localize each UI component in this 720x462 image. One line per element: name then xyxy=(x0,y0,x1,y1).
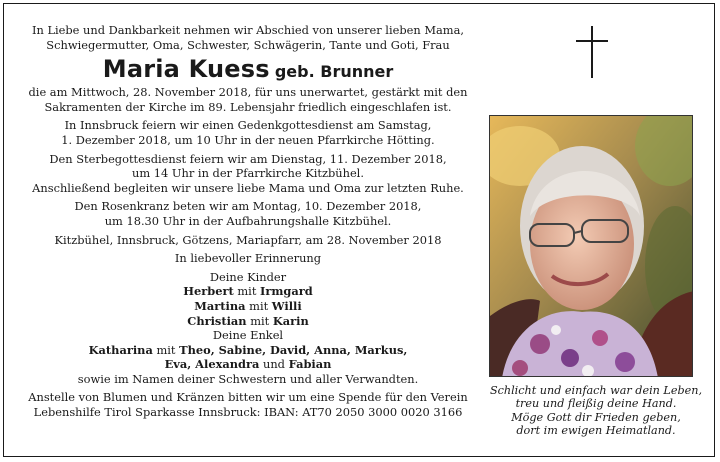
portrait-illustration xyxy=(490,116,693,377)
poem-line: Schlicht und einfach war dein Leben, xyxy=(489,384,703,397)
deceased-name-line xyxy=(10,54,486,85)
donation-line: Lebenshilfe Tirol Sparkasse Innsbruck: IBAN: AT70 2050 3000 0020 3166 xyxy=(33,405,463,420)
partner-name: Irmgard xyxy=(260,284,313,299)
connector-word: mit xyxy=(152,342,180,357)
grandchildren-heading: Deine Enkel xyxy=(212,328,284,343)
relatives-line: sowie im Namen deiner Schwestern und aller Verwandten. xyxy=(77,371,419,386)
poem-line: Möge Gott dir Frieden geben, xyxy=(511,410,681,424)
place-date: Kitzbühel, Innsbruck, Götzens, Mariapfarr, am 28. November 2018 xyxy=(54,232,442,247)
child-name: Christian xyxy=(187,313,247,328)
poem xyxy=(484,384,708,438)
death-line: die am Mittwoch, 28. November 2018, für uns unerwartet, gestärkt mit den xyxy=(28,85,468,100)
family-line xyxy=(10,314,486,329)
remembrance-line: In liebevoller Erinnerung xyxy=(174,251,322,266)
grandchildren-line xyxy=(10,357,486,372)
grandchild-name: Katharina xyxy=(88,342,153,357)
cross-horizontal-bar xyxy=(576,40,608,42)
memorial-line: In Innsbruck feiern wir einen Gedenkgottesdienst am Samstag, xyxy=(64,118,432,133)
rosary-line: um 18.30 Uhr in der Aufbahrungshalle Kitzbühel. xyxy=(104,213,392,228)
partner-name: Karin xyxy=(272,313,309,328)
death-announcement xyxy=(10,85,486,114)
rosary-line: Den Rosenkranz beten wir am Montag, 10. Dezember 2018, xyxy=(74,199,422,214)
child-name: Martina xyxy=(194,298,246,313)
obituary-main-text xyxy=(10,4,486,420)
poem-line: dort im ewigen Heimatland. xyxy=(516,424,676,438)
connector-word: mit xyxy=(246,313,273,328)
obituary-notice xyxy=(3,3,715,457)
children-heading: Deine Kinder xyxy=(209,269,287,284)
rosary-prayer xyxy=(10,199,486,228)
funeral-line: Den Sterbegottesdienst feiern wir am Dienstag, 11. Dezember 2018, xyxy=(49,151,447,166)
intro-text xyxy=(10,4,486,52)
intro-line: In Liebe und Dankbarkeit nehmen wir Abschied von unserer lieben Mama, xyxy=(31,23,464,37)
family-line xyxy=(10,284,486,299)
memorial-line: 1. Dezember 2018, um 10 Uhr in der neuen Pfarrkirche Hötting. xyxy=(61,132,435,147)
partner-name: Willi xyxy=(271,298,302,313)
family-line xyxy=(10,299,486,314)
maiden-name: geb. Brunner xyxy=(274,62,394,82)
connector-word: und xyxy=(259,357,289,372)
grandchildren-line xyxy=(10,343,486,358)
grandchild-name: Fabian xyxy=(288,357,332,372)
deceased-name: Maria Kuess xyxy=(102,55,270,84)
connector-word: mit xyxy=(233,284,261,299)
death-line: Sakramenten der Kirche im 89. Lebensjahr friedlich eingeschlafen ist. xyxy=(44,99,452,114)
cross-vertical-bar xyxy=(591,26,593,78)
intro-line: Schwiegermutter, Oma, Schwester, Schwägerin, Tante und Goti, Frau xyxy=(46,37,450,52)
funeral-line: um 14 Uhr in der Pfarrkirche Kitzbühel. xyxy=(132,166,364,181)
child-name: Herbert xyxy=(183,284,234,299)
donation-request xyxy=(10,390,486,419)
funeral-line: Anschließend begleiten wir unsere liebe Mama und Oma zur letzten Ruhe. xyxy=(32,180,464,195)
poem-line: treu und fleißig deine Hand. xyxy=(515,397,677,411)
funeral-service xyxy=(10,152,486,196)
connector-word: mit xyxy=(245,298,272,313)
grandchild-names: Eva, Alexandra xyxy=(164,357,260,372)
grandchild-names: Theo, Sabine, David, Anna, Markus, xyxy=(179,342,408,357)
portrait-photo xyxy=(489,115,693,377)
memorial-service xyxy=(10,118,486,147)
cross-icon xyxy=(572,26,612,78)
donation-line: Anstelle von Blumen und Kränzen bitten wir um eine Spende für den Verein xyxy=(28,390,468,405)
